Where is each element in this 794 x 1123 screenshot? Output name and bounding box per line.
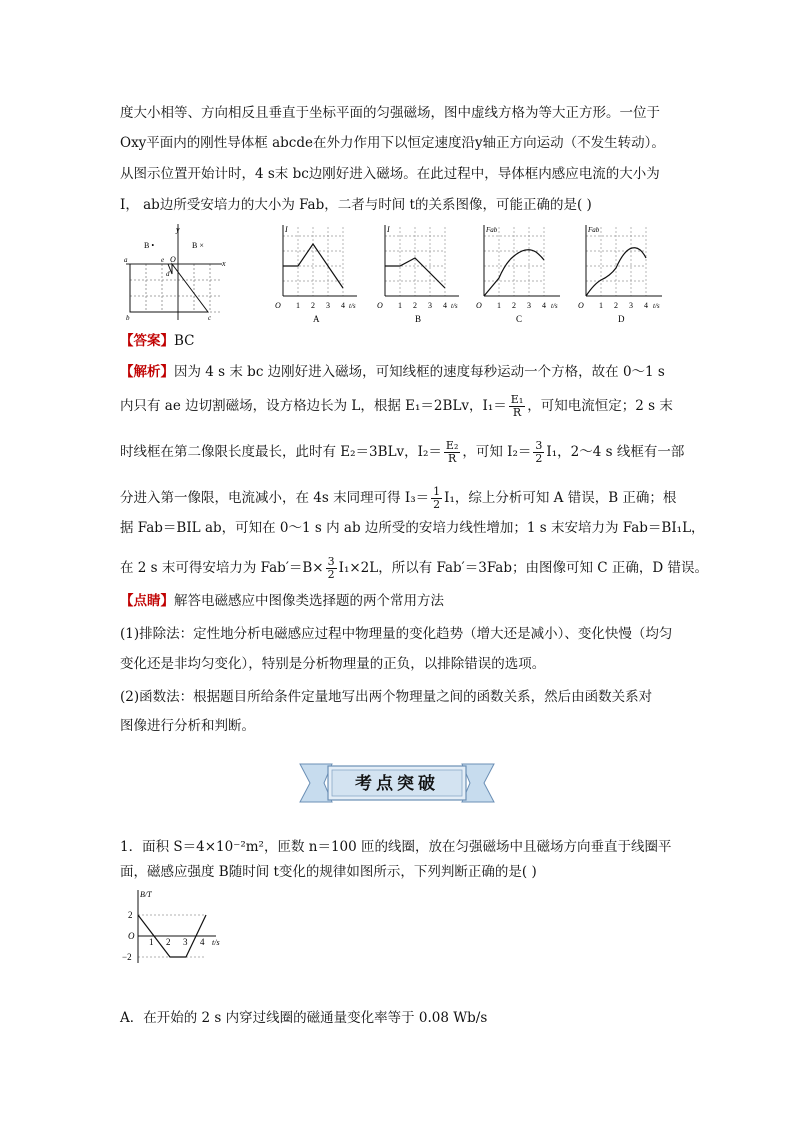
q1-xtick-3: 3 bbox=[183, 937, 188, 947]
section-banner bbox=[298, 760, 496, 806]
graph-c-tick-4: 4 bbox=[542, 301, 546, 310]
tip-tag: 【点睛】 bbox=[120, 593, 174, 609]
graph-a-tick-1: 1 bbox=[296, 301, 300, 310]
problem-line-4: I， ab边所受安培力的大小为 Fab，二者与时间 t的关系图像，可能正确的是( ) bbox=[120, 197, 592, 213]
fraction-e2-r bbox=[444, 440, 460, 465]
graph-d-tick-0: O bbox=[578, 301, 584, 310]
analysis-line-1 bbox=[120, 362, 665, 382]
q1-xtick-4: 4 bbox=[200, 937, 205, 947]
analysis-tag: 【解析】 bbox=[120, 364, 174, 380]
fraction-3-2 bbox=[533, 440, 544, 465]
analysis-line-5: 据 Fab＝BIL ab，可知在 0～1 s 内 ab 边所受的安培力线性增加；1 s 末安培力为 Fab＝BI₁L， bbox=[120, 520, 705, 536]
analysis-text-3c: I₁，2～4 s 线框有一部 bbox=[546, 444, 685, 460]
fraction-1-2-den: 2 bbox=[433, 498, 441, 511]
answer-tag: 【答案】 bbox=[120, 333, 174, 349]
analysis-text-6b: I₁×2L，所以有 Fab′＝3Fab；由图像可知 C 正确，D 错误。 bbox=[338, 560, 708, 576]
graph-b-tick-1: 1 bbox=[398, 301, 402, 310]
graph-d-tick-2: 2 bbox=[614, 301, 618, 310]
fraction-e1-den: R bbox=[512, 406, 522, 419]
q1-option-a: A．在开始的 2 s 内穿过线圈的磁通量变化率等于 0.08 Wb/s bbox=[120, 1010, 488, 1026]
graph-a-tick-0: O bbox=[275, 301, 281, 310]
tip-p1a: (1)排除法：定性地分析电磁感应过程中物理量的变化趋势（增大还是减小）、变化快慢（均匀 bbox=[120, 626, 673, 642]
graph-c-tick-2: 2 bbox=[512, 301, 516, 310]
graph-c-tick-0: O bbox=[476, 301, 482, 310]
analysis-line-3 bbox=[120, 437, 684, 467]
fraction-3-2-b bbox=[326, 556, 337, 581]
fraction-3-2-num: 3 bbox=[535, 439, 543, 452]
graph-c-label: C bbox=[516, 314, 523, 324]
graph-c-xlabel: t/s bbox=[551, 302, 558, 310]
problem-line-3: 从图示位置开始计时，4 s末 bc边刚好进入磁场。在此过程中，导体框内感应电流的大小为 bbox=[120, 166, 660, 182]
y-axis-label: y bbox=[176, 225, 180, 234]
graph-b-tick-0: O bbox=[377, 301, 383, 310]
q1-xtick-1: 1 bbox=[149, 937, 154, 947]
graph-d-ylabel: Fab bbox=[588, 226, 600, 234]
fraction-e2-num: E₂ bbox=[445, 439, 459, 452]
graph-b-label: B bbox=[415, 314, 422, 324]
graph-a-ylabel: I bbox=[285, 225, 288, 234]
q1-ytick-2: 2 bbox=[128, 910, 133, 920]
q1-ytick-neg2: −2 bbox=[122, 952, 132, 962]
point-a: a bbox=[124, 256, 128, 264]
graph-b-ylabel: I bbox=[387, 225, 390, 234]
i2-prefix: I₂＝ bbox=[417, 444, 442, 460]
fraction-1-2-num: 1 bbox=[433, 485, 441, 498]
graph-c-tick-3: 3 bbox=[527, 301, 531, 310]
graph-d-label: D bbox=[618, 314, 625, 324]
point-c: c bbox=[208, 314, 212, 322]
graph-a bbox=[273, 222, 363, 324]
graph-d-tick-4: 4 bbox=[644, 301, 648, 310]
graph-b-tick-2: 2 bbox=[413, 301, 417, 310]
banner-title: 考点突破 bbox=[355, 774, 439, 794]
field-diagram bbox=[124, 222, 230, 322]
graph-d bbox=[576, 222, 670, 324]
analysis-text-4b: I₁，综上分析可知 A 错误，B 正确；根 bbox=[444, 490, 677, 506]
graph-d-xlabel: t/s bbox=[653, 302, 660, 310]
analysis-text-3b: ，可知 I₂＝ bbox=[462, 444, 532, 460]
point-b: b bbox=[126, 314, 130, 322]
analysis-text-6a: 在 2 s 末可得安培力为 Fab′＝B× bbox=[120, 560, 324, 576]
q1-line-1: 1．面积 S＝4×10⁻²m²，匝数 n＝100 匝的线圈，放在匀强磁场中且磁场方向垂直于线圈平 bbox=[120, 839, 672, 855]
origin-label: O bbox=[170, 255, 176, 264]
analysis-text-2a: 内只有 ae 边切割磁场，设方格边长为 L，根据 E₁＝2BLv， bbox=[120, 398, 483, 414]
graph-a-tick-3: 3 bbox=[326, 301, 330, 310]
graph-a-tick-2: 2 bbox=[311, 301, 315, 310]
b-left-label: B • bbox=[144, 241, 155, 250]
graph-b-tick-3: 3 bbox=[428, 301, 432, 310]
graph-d-tick-3: 3 bbox=[629, 301, 633, 310]
fraction-3-2-b-num: 3 bbox=[327, 555, 335, 568]
tip-p1b: 变化还是非均匀变化），特别是分析物理量的正负，以排除错误的选项。 bbox=[120, 656, 546, 672]
i1-prefix: I₁＝ bbox=[482, 398, 507, 414]
point-e: e bbox=[161, 256, 165, 264]
b-right-label: B × bbox=[192, 241, 204, 250]
analysis-text-2b: ，可知电流恒定；2 s 末 bbox=[527, 398, 673, 414]
fraction-e1-r bbox=[509, 394, 525, 419]
fraction-3-2-b-den: 2 bbox=[327, 568, 335, 581]
graph-d-tick-1: 1 bbox=[599, 301, 603, 310]
graph-a-xlabel: t/s bbox=[349, 302, 356, 310]
problem-line-1: 度大小相等、方向相反且垂直于坐标平面的匀强磁场，图中虚线方格为等大正方形。一位于 bbox=[120, 105, 660, 121]
tip-p2a: (2)函数法：根据题目所给条件定量地写出两个物理量之间的函数关系，然后由函数关系对 bbox=[120, 689, 653, 705]
q1-graph bbox=[118, 885, 238, 967]
graph-c bbox=[474, 222, 568, 324]
graph-c-ylabel: Fab bbox=[486, 226, 498, 234]
answer-line bbox=[120, 331, 195, 351]
q1-origin: O bbox=[128, 931, 135, 941]
fraction-e1-num: E₁ bbox=[510, 393, 524, 406]
problem-line-2: Oxy平面内的刚性导体框 abcde在外力作用下以恒定速度沿y轴正方向运动（不发生转动）。 bbox=[120, 135, 665, 151]
fraction-3-2-den: 2 bbox=[535, 452, 543, 465]
analysis-line-6 bbox=[120, 553, 708, 583]
analysis-text-3a: 时线框在第二像限长度最长，此时有 E₂＝3BLv， bbox=[120, 444, 418, 460]
graph-c-tick-1: 1 bbox=[497, 301, 501, 310]
graph-b bbox=[375, 222, 465, 324]
answer-value: BC bbox=[174, 333, 195, 349]
q1-line-2: 面，磁感应强度 B随时间 t变化的规律如图所示，下列判断正确的是( ) bbox=[120, 864, 537, 880]
analysis-line-2 bbox=[120, 391, 673, 421]
q1-xtick-2: 2 bbox=[166, 937, 171, 947]
graph-a-tick-4: 4 bbox=[341, 301, 345, 310]
x-axis-label: x bbox=[222, 259, 226, 268]
analysis-text-4a: 分进入第一像限，电流减小，在 4s 末同理可得 I₃＝ bbox=[120, 490, 430, 506]
q1-ylabel: B/T bbox=[140, 890, 152, 899]
tip-title: 解答电磁感应中图像类选择题的两个常用方法 bbox=[174, 593, 444, 609]
graph-a-label: A bbox=[313, 314, 320, 324]
q1-xlabel: t/s bbox=[212, 938, 220, 947]
fraction-1-2 bbox=[431, 486, 442, 511]
analysis-text-1: 因为 4 s 末 bc 边刚好进入磁场，可知线框的速度每秒运动一个方格，故在 0～1 s bbox=[174, 364, 665, 380]
fraction-e2-den: R bbox=[448, 452, 457, 465]
point-d: d bbox=[166, 270, 170, 278]
graph-b-xlabel: t/s bbox=[451, 302, 458, 310]
graph-b-tick-4: 4 bbox=[443, 301, 447, 310]
tip-line bbox=[120, 591, 444, 611]
analysis-line-4 bbox=[120, 483, 676, 513]
tip-p2b: 图像进行分析和判断。 bbox=[120, 718, 255, 734]
